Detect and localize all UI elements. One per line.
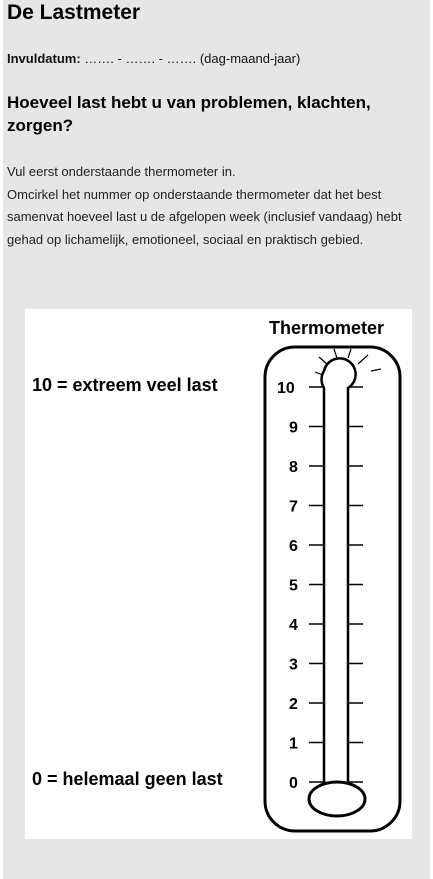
scale-number-8: 8 (289, 459, 298, 476)
date-label: Invuldatum: (7, 51, 81, 66)
scale-number-0: 0 (289, 775, 298, 792)
instruction-line-1: Vul eerst onderstaande thermometer in. (7, 164, 236, 179)
scale-number-2: 2 (289, 696, 298, 713)
thermometer-frame (265, 347, 400, 831)
scale-number-6: 6 (289, 538, 298, 555)
scale-number-1: 1 (289, 735, 298, 753)
scale-number-3: 3 (289, 656, 298, 674)
instructions (7, 161, 417, 251)
instruction-line-2: Omcirkel het nummer op onderstaande thermometer dat het best samenvat hoeveel last u de afgelopen week (inclusief vandaag) hebt gehad op lichamelijk, emotioneel, sociaal en praktisch gebied. (7, 186, 402, 247)
thermometer-bulb (309, 782, 365, 816)
scale-number-5: 5 (289, 577, 298, 595)
scale-number-9: 9 (289, 419, 298, 437)
thermometer-title: Thermometer (269, 318, 385, 338)
bottom-scale-label: 0 = helemaal geen last (32, 769, 223, 789)
thermometer-graphic (25, 309, 412, 839)
thermometer-tube (322, 358, 356, 787)
scale-number-4: 4 (289, 617, 298, 634)
date-value: ……. - ……. - ……. (dag-maand-jaar) (84, 51, 301, 66)
date-field (7, 51, 300, 66)
scale-number-7: 7 (289, 498, 298, 516)
scale-number-10: 10 (277, 380, 295, 397)
lastmeter-page (3, 0, 430, 879)
thermometer-scale (277, 380, 363, 792)
page-title: De Lastmeter (7, 1, 141, 24)
top-scale-label: 10 = extreem veel last (32, 375, 218, 395)
question-heading: Hoeveel last hebt u van problemen, klachten, zorgen? (7, 93, 371, 135)
thermometer-panel (25, 309, 412, 839)
